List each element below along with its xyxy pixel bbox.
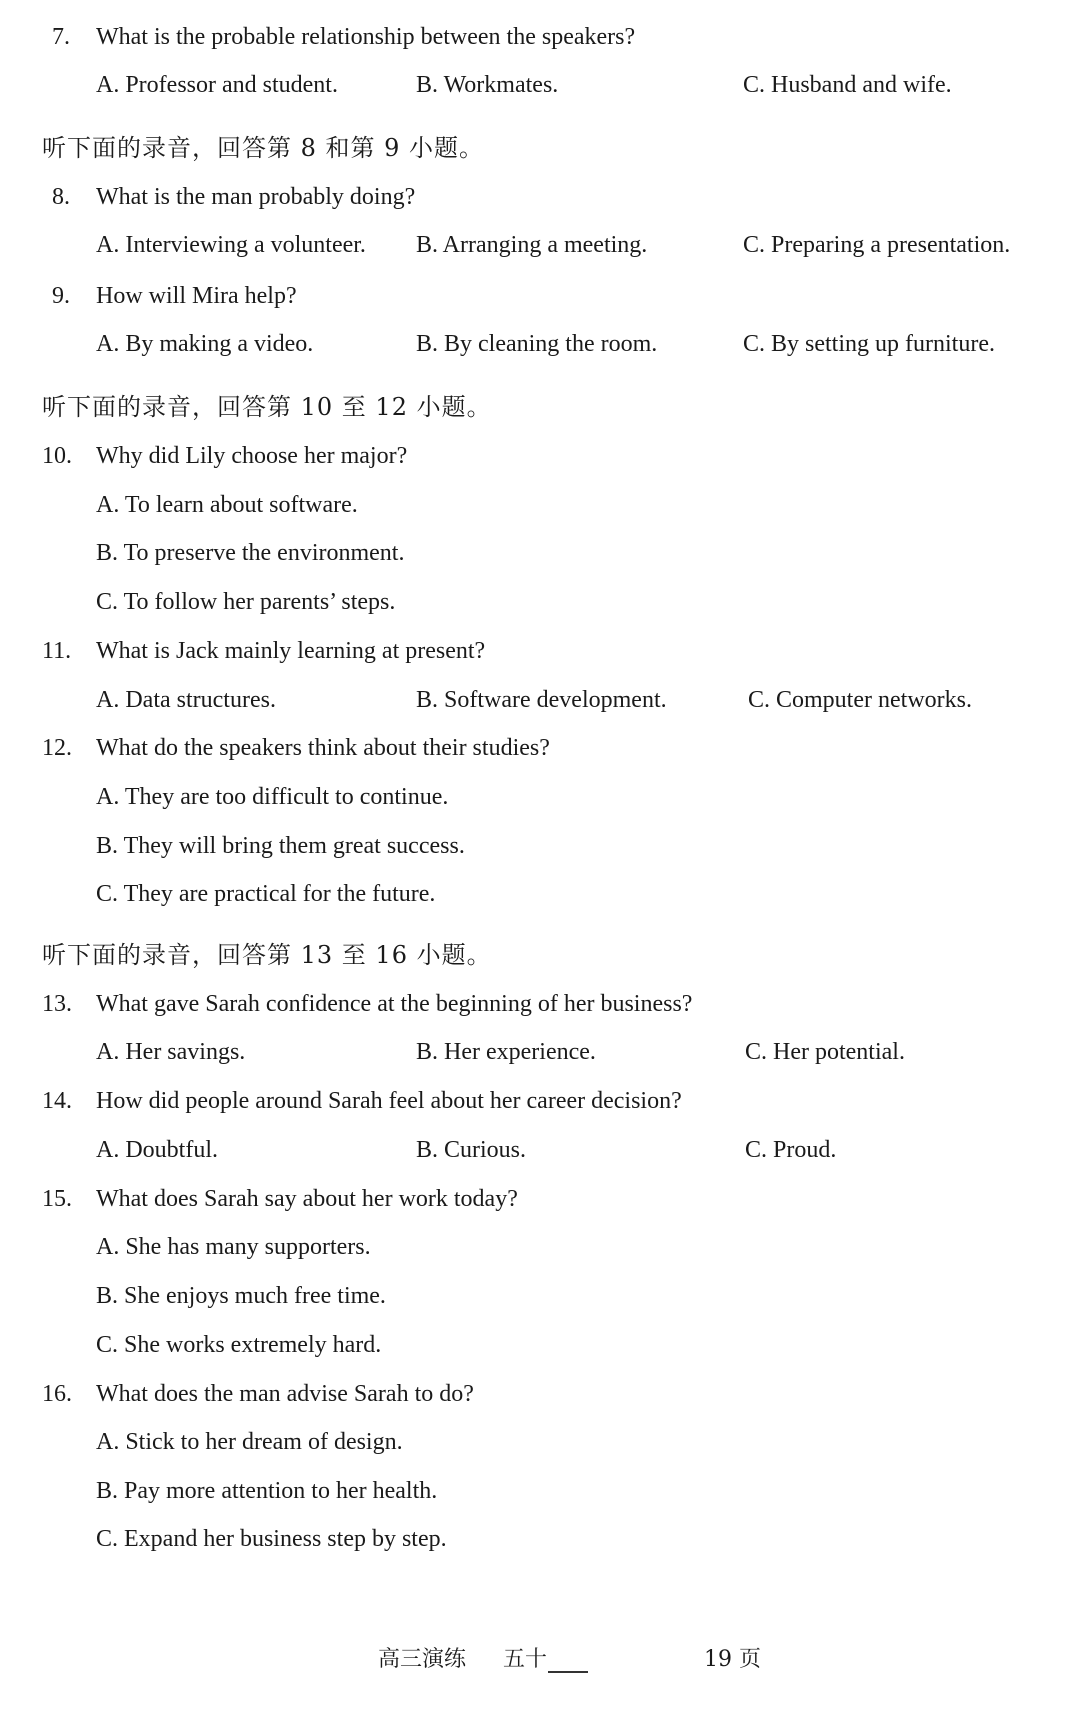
section-heading: 听下面的录音，回答第 13 至 16 小题。 (42, 941, 492, 969)
option-c: C. Expand her business step by step. (96, 1526, 447, 1552)
question-text: What do the speakers think about their studies? (96, 735, 550, 761)
option-b: B. Her experience. (416, 1039, 596, 1065)
question-number: 7. (52, 24, 70, 50)
option-c: C. By setting up furniture. (743, 331, 995, 357)
question-text: What is the man probably doing? (96, 184, 416, 210)
question-number: 16. (42, 1381, 72, 1407)
option-b: B. To preserve the environment. (96, 540, 405, 566)
option-b: B. Workmates. (416, 72, 559, 98)
option-b: B. They will bring them great success. (96, 833, 465, 859)
option-c: C. Husband and wife. (743, 72, 952, 98)
question-text: What is Jack mainly learning at present? (96, 638, 486, 664)
question-number: 14. (42, 1088, 72, 1114)
footer-blank-line (548, 1671, 588, 1673)
option-c: C. Computer networks. (748, 687, 972, 713)
footer-paper-number: 五十 (503, 1647, 548, 1672)
option-a: A. They are too difficult to continue. (96, 784, 449, 810)
option-a: A. To learn about software. (96, 492, 358, 518)
option-c: C. She works extremely hard. (96, 1332, 382, 1358)
option-b: B. Arranging a meeting. (416, 232, 648, 258)
option-c: C. They are practical for the future. (96, 881, 436, 907)
question-number: 13. (42, 991, 72, 1017)
option-a: A. Interviewing a volunteer. (96, 232, 366, 258)
option-a: A. Doubtful. (96, 1137, 218, 1163)
option-a: A. She has many supporters. (96, 1234, 371, 1260)
question-number: 11. (42, 638, 72, 664)
option-a: A. Stick to her dream of design. (96, 1429, 403, 1455)
question-text: Why did Lily choose her major? (96, 443, 408, 469)
option-a: A. Data structures. (96, 687, 276, 713)
section-heading: 听下面的录音，回答第 8 和第 9 小题。 (42, 134, 485, 162)
question-number: 8. (52, 184, 70, 210)
option-c: C. Proud. (745, 1137, 837, 1163)
question-text: What is the probable relationship between the speakers? (96, 24, 636, 50)
option-c: C. Preparing a presentation. (743, 232, 1011, 258)
option-b: B. She enjoys much free time. (96, 1283, 386, 1309)
option-b: B. Software development. (416, 687, 667, 713)
option-b: B. Pay more attention to her health. (96, 1478, 438, 1504)
footer-page-number: 19 页 (704, 1647, 761, 1672)
question-number: 9. (52, 283, 70, 309)
question-text: What gave Sarah confidence at the beginning of her business? (96, 991, 693, 1017)
question-text: What does the man advise Sarah to do? (96, 1381, 474, 1407)
section-heading: 听下面的录音，回答第 10 至 12 小题。 (42, 393, 492, 421)
footer-exam-title: 高三演练 (378, 1647, 467, 1672)
option-a: A. By making a video. (96, 331, 314, 357)
question-number: 10. (42, 443, 72, 469)
option-b: B. By cleaning the room. (416, 331, 658, 357)
option-b: B. Curious. (416, 1137, 527, 1163)
option-c: C. To follow her parents’ steps. (96, 589, 396, 615)
question-text: How will Mira help? (96, 283, 297, 309)
option-a: A. Her savings. (96, 1039, 246, 1065)
question-number: 15. (42, 1186, 72, 1212)
question-text: What does Sarah say about her work today? (96, 1186, 518, 1212)
option-a: A. Professor and student. (96, 72, 338, 98)
question-number: 12. (42, 735, 72, 761)
option-c: C. Her potential. (745, 1039, 905, 1065)
question-text: How did people around Sarah feel about her career decision? (96, 1088, 682, 1114)
